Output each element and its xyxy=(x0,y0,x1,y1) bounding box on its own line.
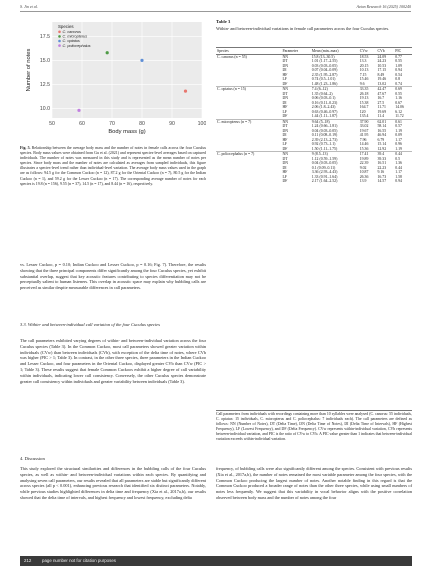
table-cell: 39.4 xyxy=(376,152,394,157)
table-cell: 13.02 xyxy=(377,81,387,86)
table-row xyxy=(216,179,412,184)
table-cell: 1.17 xyxy=(395,170,402,175)
table-cell: 39.33 xyxy=(377,156,387,161)
table-cell: 0.44 xyxy=(394,152,412,157)
table-cell: 24.09 xyxy=(376,54,394,59)
paragraph-overlap: vs. Lesser Cuckoo, p = 0.10; Indian Cuckoo and Lesser Cuckoo, p = 0.16; Fig. 7). Therefore, the results showing that the three principal components differ significantly among the four Cuculus species, yet exhibit substantial overlap, suggest that key acoustic features contributing to species differentiation may not be perceptually salient to human listeners. This overlap in acoustic space may explain why bubbling calls are perceived as similar despite measurable differences in call parameters. xyxy=(20,262,206,291)
table-subtitle: Within- and between-individual variations in female call parameters across the four Cuculus species. xyxy=(216,26,390,31)
table-cell: 15.14 xyxy=(377,142,387,147)
table-cell: DT xyxy=(282,124,288,129)
table-footnote: Call parameters from individuals with recordings containing more than 10 syllables were analysed (C. canorus: 55 individuals, C. optatus: 15 individuals, C. micropterus and C. poliocephalus: 7 individuals each). The call parameters are defined as follows: NN (Number of Notes), DT (Delta Time), DN (Delta Time of Notes), DI (Delta Time of Intervals), HF (Highest Frequency), LF (Lowest Frequency), and DF (Delta Frequency). CVw represents within-individual variation, CVb represents between-individual variation, and PIC is the ratio of CVw to CVb. A PIC value greater than 1 indicates that between-individual variation exceeds within-individual variation. xyxy=(216,412,412,442)
call-variation-table xyxy=(216,47,412,184)
table-header-cell: Species xyxy=(216,48,281,55)
table-cell: 0.57 xyxy=(395,124,402,129)
table-header-cell: Mean (min–max) xyxy=(311,48,359,55)
table-cell: 1.33 (0.91–1.64) xyxy=(311,174,338,179)
y-axis-label: Number of notes xyxy=(26,48,32,92)
table-cell: 19.13 xyxy=(359,96,369,101)
table-cell: 62.01 xyxy=(376,119,394,124)
table-cell: C. canorus (n = 55) xyxy=(216,54,281,59)
legend-swatch xyxy=(58,40,61,43)
table-cell: 10.53 xyxy=(377,63,387,68)
paragraph-variation: The call parameters exhibited varying degrees of within- and between-individual variation across the four Cuculus species (Table 3). In the Common Cuckoo, most call parameters showed greater variation within individuals (CVw) than between individuals (CVb), with exception of the delta time of notes, where CVb was higher (PIC > 1; Table 3). In contrast, in the other three species, three parameters in the Indian Cuckoo and Lesser Cuckoo, and four parameters in the Oriental Cuckoo, displayed greater CVb than CVw (PIC > 1; Table 3). These results suggest that female Common Cuckoos exhibit a higher degree of call variability within individuals, indicating lower call consistency. Conversely, the other Cuculus species demonstrate greater call consistency within individuals and greater variability between individuals (Table 3). xyxy=(20,338,206,384)
table-cell: 0.8 xyxy=(395,77,401,82)
table-cell: 0.09 xyxy=(395,133,402,138)
body-mass-notes-scatter-chart xyxy=(20,18,206,140)
table-cell: 1.35 (0.64–2) xyxy=(311,91,333,96)
table-cell: 16.51 xyxy=(377,161,387,166)
table-cell: 0.69 xyxy=(394,87,412,92)
table-cell: 1.36 xyxy=(395,161,402,166)
y-tick-label: 10.0 xyxy=(39,106,50,113)
paragraph-discussion: This study explored the structural similarities and differences in the bubbling calls of the four Cuculus species, as well as within- and between-individual variations within each species. By quantifying and analysing seven call parameters, our results revealed that all parameters are stable but significantly different across species (all p < 0.001), enhancing previous research that identified six distinct parameters. Notably, while previous studies highlighted differences in delta time and frequency (Xia et al., 2017a,b), our results showed that the delta time of intervals, and highest frequency and lowest frequency, excluding delta xyxy=(20,466,206,500)
table-cell: DF xyxy=(282,146,288,151)
table-header-cell: Parameter xyxy=(281,48,310,55)
table-cell: NN xyxy=(281,152,310,157)
table-cell: 13.9 xyxy=(359,179,367,184)
table-cell: 11.4 xyxy=(377,114,385,119)
table-cell: 2.17 (1.64–2.52) xyxy=(311,179,338,184)
table-title: Table 3 xyxy=(216,19,231,24)
table-cell: 3.36 (2.93–4.43) xyxy=(311,170,338,175)
table-cell: 10.87 xyxy=(359,170,369,175)
table-cell: 42.47 xyxy=(376,87,394,92)
table-cell: DN xyxy=(282,63,289,68)
page-number: 212 xyxy=(24,558,32,563)
table-cell: 14.06 xyxy=(395,105,404,110)
table-cell: 0.74 (0.5–1.01) xyxy=(311,77,336,82)
table-cell: 0.94 xyxy=(395,179,402,184)
table-cell: 9.16 xyxy=(377,170,385,175)
table-cell: 9.02 xyxy=(359,165,367,170)
data-point xyxy=(140,59,143,62)
table-cell: 0.74 xyxy=(395,81,402,86)
figure-5-caption xyxy=(20,146,206,187)
table-cell: 24.23 xyxy=(377,59,387,64)
table-cell: DN xyxy=(282,128,289,133)
table-cell: 0.96 xyxy=(395,142,402,147)
table-cell: 6.79 xyxy=(377,137,385,142)
data-point xyxy=(106,51,109,54)
table-cell: 0.94 xyxy=(395,68,402,73)
table-cell: NN xyxy=(281,119,310,124)
table-cell: 0.07 (0.04–0.09) xyxy=(311,68,338,73)
table-cell: DF xyxy=(282,81,288,86)
table-cell: 16.55 xyxy=(377,128,387,133)
legend-swatch xyxy=(58,44,61,47)
table-cell: 1.19 xyxy=(395,146,402,151)
table-cell: 18.53 xyxy=(359,54,377,59)
table-cell: 1.19 xyxy=(395,128,402,133)
x-tick-label: 100 xyxy=(197,121,206,127)
table-cell: 9.6 xyxy=(359,81,365,86)
table-cell: 15.8 (13–30.5) xyxy=(311,54,359,59)
table-cell: 0.5 xyxy=(395,156,401,161)
table-cell: HF xyxy=(282,137,288,142)
x-axis-label: Body mass (g) xyxy=(108,129,146,135)
table-cell: LF xyxy=(282,77,287,82)
y-tick-label: 15.0 xyxy=(39,58,50,65)
table-cell: 1.01 (1.17–2.55) xyxy=(311,59,338,64)
table-cell: 1.58 xyxy=(395,174,402,179)
table-cell: 1.24 (0.66–1.81) xyxy=(311,124,338,129)
table-cell: 8.49 xyxy=(377,72,385,77)
legend-title: Species xyxy=(58,24,74,29)
table-cell: 17.15 xyxy=(377,68,387,73)
table-cell: DI xyxy=(282,68,287,73)
table-cell: 19.69 xyxy=(377,109,387,114)
table-cell: 0.16 (0.11–0.23) xyxy=(311,100,338,105)
table-cell: 120 xyxy=(359,109,366,114)
table-cell: 0.44 xyxy=(395,165,402,170)
table-cell: 41.95 xyxy=(359,133,369,138)
legend-swatch xyxy=(58,35,61,38)
table-cell: 0.04 (0.03–0.05) xyxy=(311,161,338,166)
table-cell: 47.67 xyxy=(377,91,387,96)
table-cell: 7.4 (6–12) xyxy=(311,87,359,92)
page-footer xyxy=(20,556,412,566)
table-cell: DN xyxy=(282,161,289,166)
table-cell: 0.03 (0.03–0.05) xyxy=(311,63,338,68)
x-tick-label: 50 xyxy=(49,121,55,127)
table-cell: DT xyxy=(282,59,288,64)
table-cell: 0.61 xyxy=(394,119,412,124)
table-cell: LF xyxy=(282,142,287,147)
table-cell: 10.13 xyxy=(359,68,369,73)
figure-caption-text: Relationship between the average body mass and the number of notes in female calls across the four Cuculus species. Body mass values were obtained from Gu et al. (2021) and represent species-level averages based on captured individuals. The number of notes was measured in this study and is represented as the mean number of notes per species. Since body mass and the number of notes are calculated as averages from sampled individuals, this figure illustrates a species-level trend rather than individual-level variation. The average body mass values used in the graph are as follows: 94.5 g for the Common Cuckoo (n = 12), 87.2 g for the Oriental Cuckoo (n = 7), 80.5 g for the Indian Cuckoo (n = 1), and 59.2 g for the Lesser Cuckoo (n = 17). The corresponding average number of notes for each species is 19.8 (n = 156), 9.55 (n = 37), 14.5 (n = 17), and 8.44 (n = 16), respectively. xyxy=(20,146,206,186)
table-cell: 2.39 (2.13–2.73) xyxy=(311,137,338,142)
table-cell: 0.55 xyxy=(395,91,402,96)
table-cell: 1.50 (1.11–1.75) xyxy=(311,146,338,151)
table-cell: 37.90 xyxy=(359,119,377,124)
table-cell: 0.55 xyxy=(395,59,402,64)
table-cell: DF xyxy=(282,114,288,119)
table-cell: 1.16 xyxy=(395,96,402,101)
x-tick-label: 60 xyxy=(79,121,85,127)
table-cell: 1.17 xyxy=(395,137,402,142)
table-cell: 16.7 xyxy=(377,96,385,101)
table-cell: 9.64 (5–18) xyxy=(311,119,359,124)
table-cell: 20.15 xyxy=(359,63,369,68)
data-point xyxy=(184,90,187,93)
table-cell xyxy=(216,179,281,184)
table-cell: 14.57 xyxy=(377,179,387,184)
legend-entry: C. canorus xyxy=(62,30,81,34)
y-tick-label: 12.5 xyxy=(39,82,50,89)
table-cell: 15.46 xyxy=(359,77,369,82)
table-cell: 0.77 xyxy=(394,54,412,59)
table-cell: 15.38 xyxy=(359,100,369,105)
legend-entry: C. poliocephalus xyxy=(62,43,91,48)
running-header-authors: S. Jin et al. xyxy=(20,4,38,9)
table-header-cell: CVw xyxy=(359,48,377,55)
running-header-journal: Avian Research 16 (2025) 100240 xyxy=(356,4,411,9)
table-cell: 0.92 (0.73–1.1) xyxy=(311,142,336,147)
table-cell: 0.67 xyxy=(395,100,402,105)
table-cell: DI xyxy=(282,133,287,138)
section-4-heading: 4. Discussion xyxy=(20,456,45,461)
table-cell: 9 (8.5–13) xyxy=(311,152,359,157)
table-cell: DI xyxy=(282,100,287,105)
table-cell: HF xyxy=(282,170,288,175)
table-cell: NN xyxy=(281,87,310,92)
table-cell: 7.96 xyxy=(359,137,367,142)
table-header-cell: CVb xyxy=(376,48,394,55)
table-cell: HF xyxy=(282,105,288,110)
table-cell: 11.71 xyxy=(377,105,386,110)
table-cell: 33.35 xyxy=(359,87,377,92)
table-cell: 7.15 xyxy=(359,72,367,77)
table-cell: 27.5 xyxy=(377,100,385,105)
table-cell: 6.12 xyxy=(395,109,402,114)
table-cell: C. poliocephalus (n = 7) xyxy=(216,152,281,157)
table-cell: 0.06 (0.03–0.1) xyxy=(311,96,336,101)
table-cell: 11.72 xyxy=(395,114,404,119)
table-cell: 135.4 xyxy=(359,114,369,119)
table-cell: 0.54 xyxy=(395,72,402,77)
x-tick-label: 70 xyxy=(109,121,115,127)
table-cell: 15.36 xyxy=(359,146,369,151)
table-cell: 26.36 xyxy=(359,174,369,179)
section-3-3-heading: 3.3. Within- and between-individual call variation of the four Cuculus species xyxy=(20,322,160,327)
table-cell: 0.04 (0.03–0.05) xyxy=(311,128,338,133)
table-cell: HF xyxy=(282,72,288,77)
table-cell: 19.67 xyxy=(359,128,369,133)
table-cell: 1.48 (1.23–1.86) xyxy=(311,81,338,86)
x-tick-label: 80 xyxy=(139,121,145,127)
table-row xyxy=(216,87,412,92)
table-cell: 17.41 xyxy=(359,152,377,157)
table-cell: 12.92 xyxy=(377,146,387,151)
table-cell: C. optatus (n = 15) xyxy=(216,87,281,92)
footer-notice: page number not for citation purposes xyxy=(42,558,116,563)
table-cell: 164.7 xyxy=(359,105,369,110)
table-header-cell: PIC xyxy=(394,48,412,55)
table-cell: 2.35 (1.95–2.87) xyxy=(311,72,338,77)
table-cell: 19.89 xyxy=(359,156,369,161)
paragraph-discussion-continued: frequency, of bubbling calls were also significantly different among the species. Consistent with previous results (Xia et al., 2017a,b), the number of notes remained the most variable parameter among the four species, with the Common Cuckoo producing the largest number of notes. Another notable finding in this regard is that the Common Cuckoo produced a broader range of notes than the other three species, while using small numbers of notes less frequently. We suggest that this variability in vocal behavior aligns with the positive correlation observed between body mass and the number of notes among the four xyxy=(216,466,412,500)
table-cell: NN xyxy=(281,54,310,59)
table-cell: 1.09 xyxy=(395,63,402,68)
table-cell: 1.12 (0.59–1.59) xyxy=(311,156,338,161)
table-cell: 0.1 (0.09–0.11) xyxy=(311,165,336,170)
table-cell: C. micropterus (n = 7) xyxy=(216,119,281,124)
legend-swatch xyxy=(58,31,61,34)
table-row xyxy=(216,152,412,157)
header-rule xyxy=(20,11,411,12)
table-cell: 1.44 (1.11–1.87) xyxy=(311,114,338,119)
table-cell: 46.94 xyxy=(377,133,387,138)
table-cell: 26.18 xyxy=(359,91,369,96)
table-cell: 16.73 xyxy=(377,174,387,179)
table-cell: 2.06 (1.8–2.43) xyxy=(311,105,336,110)
table-cell: 33.02 xyxy=(359,124,369,129)
figure-label: Fig. 5. xyxy=(20,146,31,150)
legend-entry: C. optatus xyxy=(62,39,80,44)
data-point xyxy=(77,109,80,112)
table-cell: 19.46 xyxy=(377,77,387,82)
table-cell: 0.63 (0.46–0.97) xyxy=(311,109,338,114)
y-tick-label: 17.5 xyxy=(39,34,50,41)
table-cell: DF xyxy=(282,179,288,184)
legend-entry: C. micropterus xyxy=(62,34,88,39)
table-cell: DN xyxy=(282,96,289,101)
table-cell: DT xyxy=(282,91,288,96)
table-cell: LF xyxy=(282,109,287,114)
x-tick-label: 90 xyxy=(169,121,175,127)
table-cell: 58.14 xyxy=(377,124,387,129)
table-cell: 22.23 xyxy=(377,165,387,170)
table-cell: 0.11 (0.08–0.19) xyxy=(311,133,338,138)
table-cell: 14.46 xyxy=(359,142,369,147)
table-cell: 22.39 xyxy=(359,161,369,166)
table-cell: DT xyxy=(282,156,288,161)
table-cell: DI xyxy=(282,165,287,170)
table-cell: 13.3 xyxy=(359,59,367,64)
table-cell: LF xyxy=(282,174,287,179)
